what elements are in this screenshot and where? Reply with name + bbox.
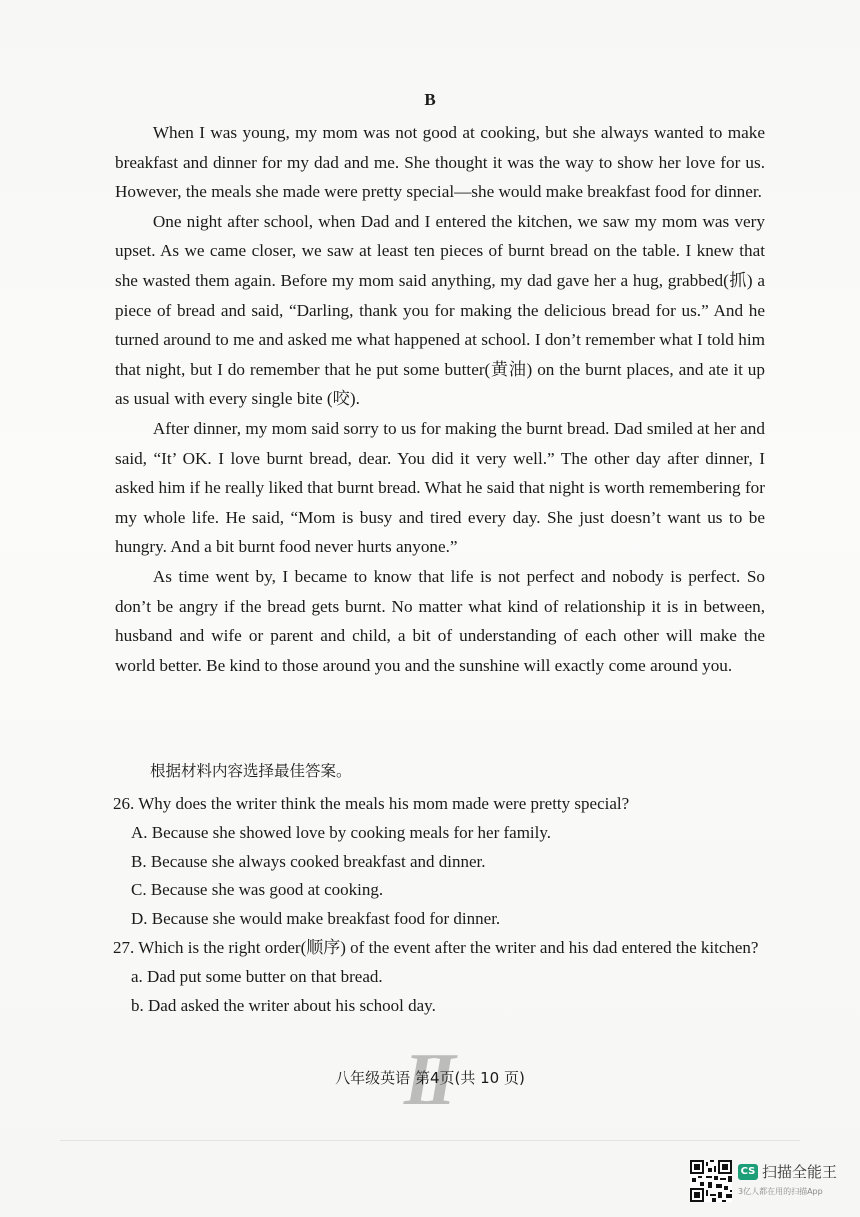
page-footer: 八年级英语 第4页(共 10 页) [335, 1069, 525, 1087]
option-b: B. Because she always cooked breakfast and dinner. [131, 851, 486, 871]
passage-paragraph-1: When I was young, my mom was not good at cooking, but she always wanted to make breakfast and dinner for my dad and me. She thought it was the way to show her love for us. However, the meals she made were pretty special—she would make breakfast food for dinner. [115, 123, 765, 202]
question-instruction: 根据材料内容选择最佳答案。 [150, 762, 352, 780]
camscanner-logo-icon: CS [738, 1164, 758, 1180]
scanner-slogan: 3亿人都在用的扫描App [738, 1187, 823, 1196]
divider [60, 1140, 800, 1141]
question-stem: 26. Why does the writer think the meals his mom made were pretty special? [113, 794, 630, 813]
question-27 [113, 934, 768, 1020]
stamp-mark: II [404, 1039, 450, 1121]
passage-paragraph-4: As time went by, I became to know that life is not perfect and nobody is perfect. So don’t be angry if the bread gets burnt. No matter what kind of relationship it is in between, husband and wife or parent and child, a bit of understanding of each other will make the world better. Be kind to those around you and the sunshine will exactly come around you. [115, 566, 765, 675]
question-stem: 27. Which is the right order(顺序) of the event after the writer and his dad entered the kitchen? [113, 937, 759, 957]
passage-paragraph-2: One night after school, when Dad and I entered the kitchen, we saw my mom was very upset. As we came closer, we saw at least ten pieces of burnt bread on the table. I knew that she wasted them again. Before my mom said anything, my dad gave her a hug, grabbed(抓) a piece of bread and said, “Darling, thank you for making the delicious bread for us.” And he turned around to me and asked me what happened at school. I don’t remember what I told him that night, but I do remember that he put some butter(黄油) on the burnt places, and ate it up as usual with every single bite (咬). [115, 211, 765, 409]
passage-paragraph-3: After dinner, my mom said sorry to us for making the burnt bread. Dad smiled at her and said, “It’ OK. I love burnt bread, dear. You did it very well.” The other day after dinner, I asked him if he really liked that burnt bread. What he said that night is worth remembering for my whole life. He said, “Mom is busy and tired every day. She just doesn’t want us to be hungry. And a bit burnt food never hurts anyone.” [115, 418, 765, 557]
question-list [113, 790, 768, 1020]
option-a: A. Because she showed love by cooking meals for her family. [131, 822, 552, 842]
question-26 [113, 790, 768, 934]
reading-passage [115, 118, 765, 680]
event-a: a. Dad put some butter on that bread. [131, 966, 383, 986]
event-b: b. Dad asked the writer about his school day. [131, 995, 436, 1015]
scanner-watermark [690, 1160, 855, 1205]
qr-code-icon [690, 1160, 732, 1202]
option-c: C. Because she was good at cooking. [131, 880, 384, 900]
scanner-app-name: 扫描全能王 [762, 1163, 838, 1181]
section-heading: B [424, 90, 436, 109]
option-d: D. Because she would make breakfast food for dinner. [131, 909, 501, 929]
